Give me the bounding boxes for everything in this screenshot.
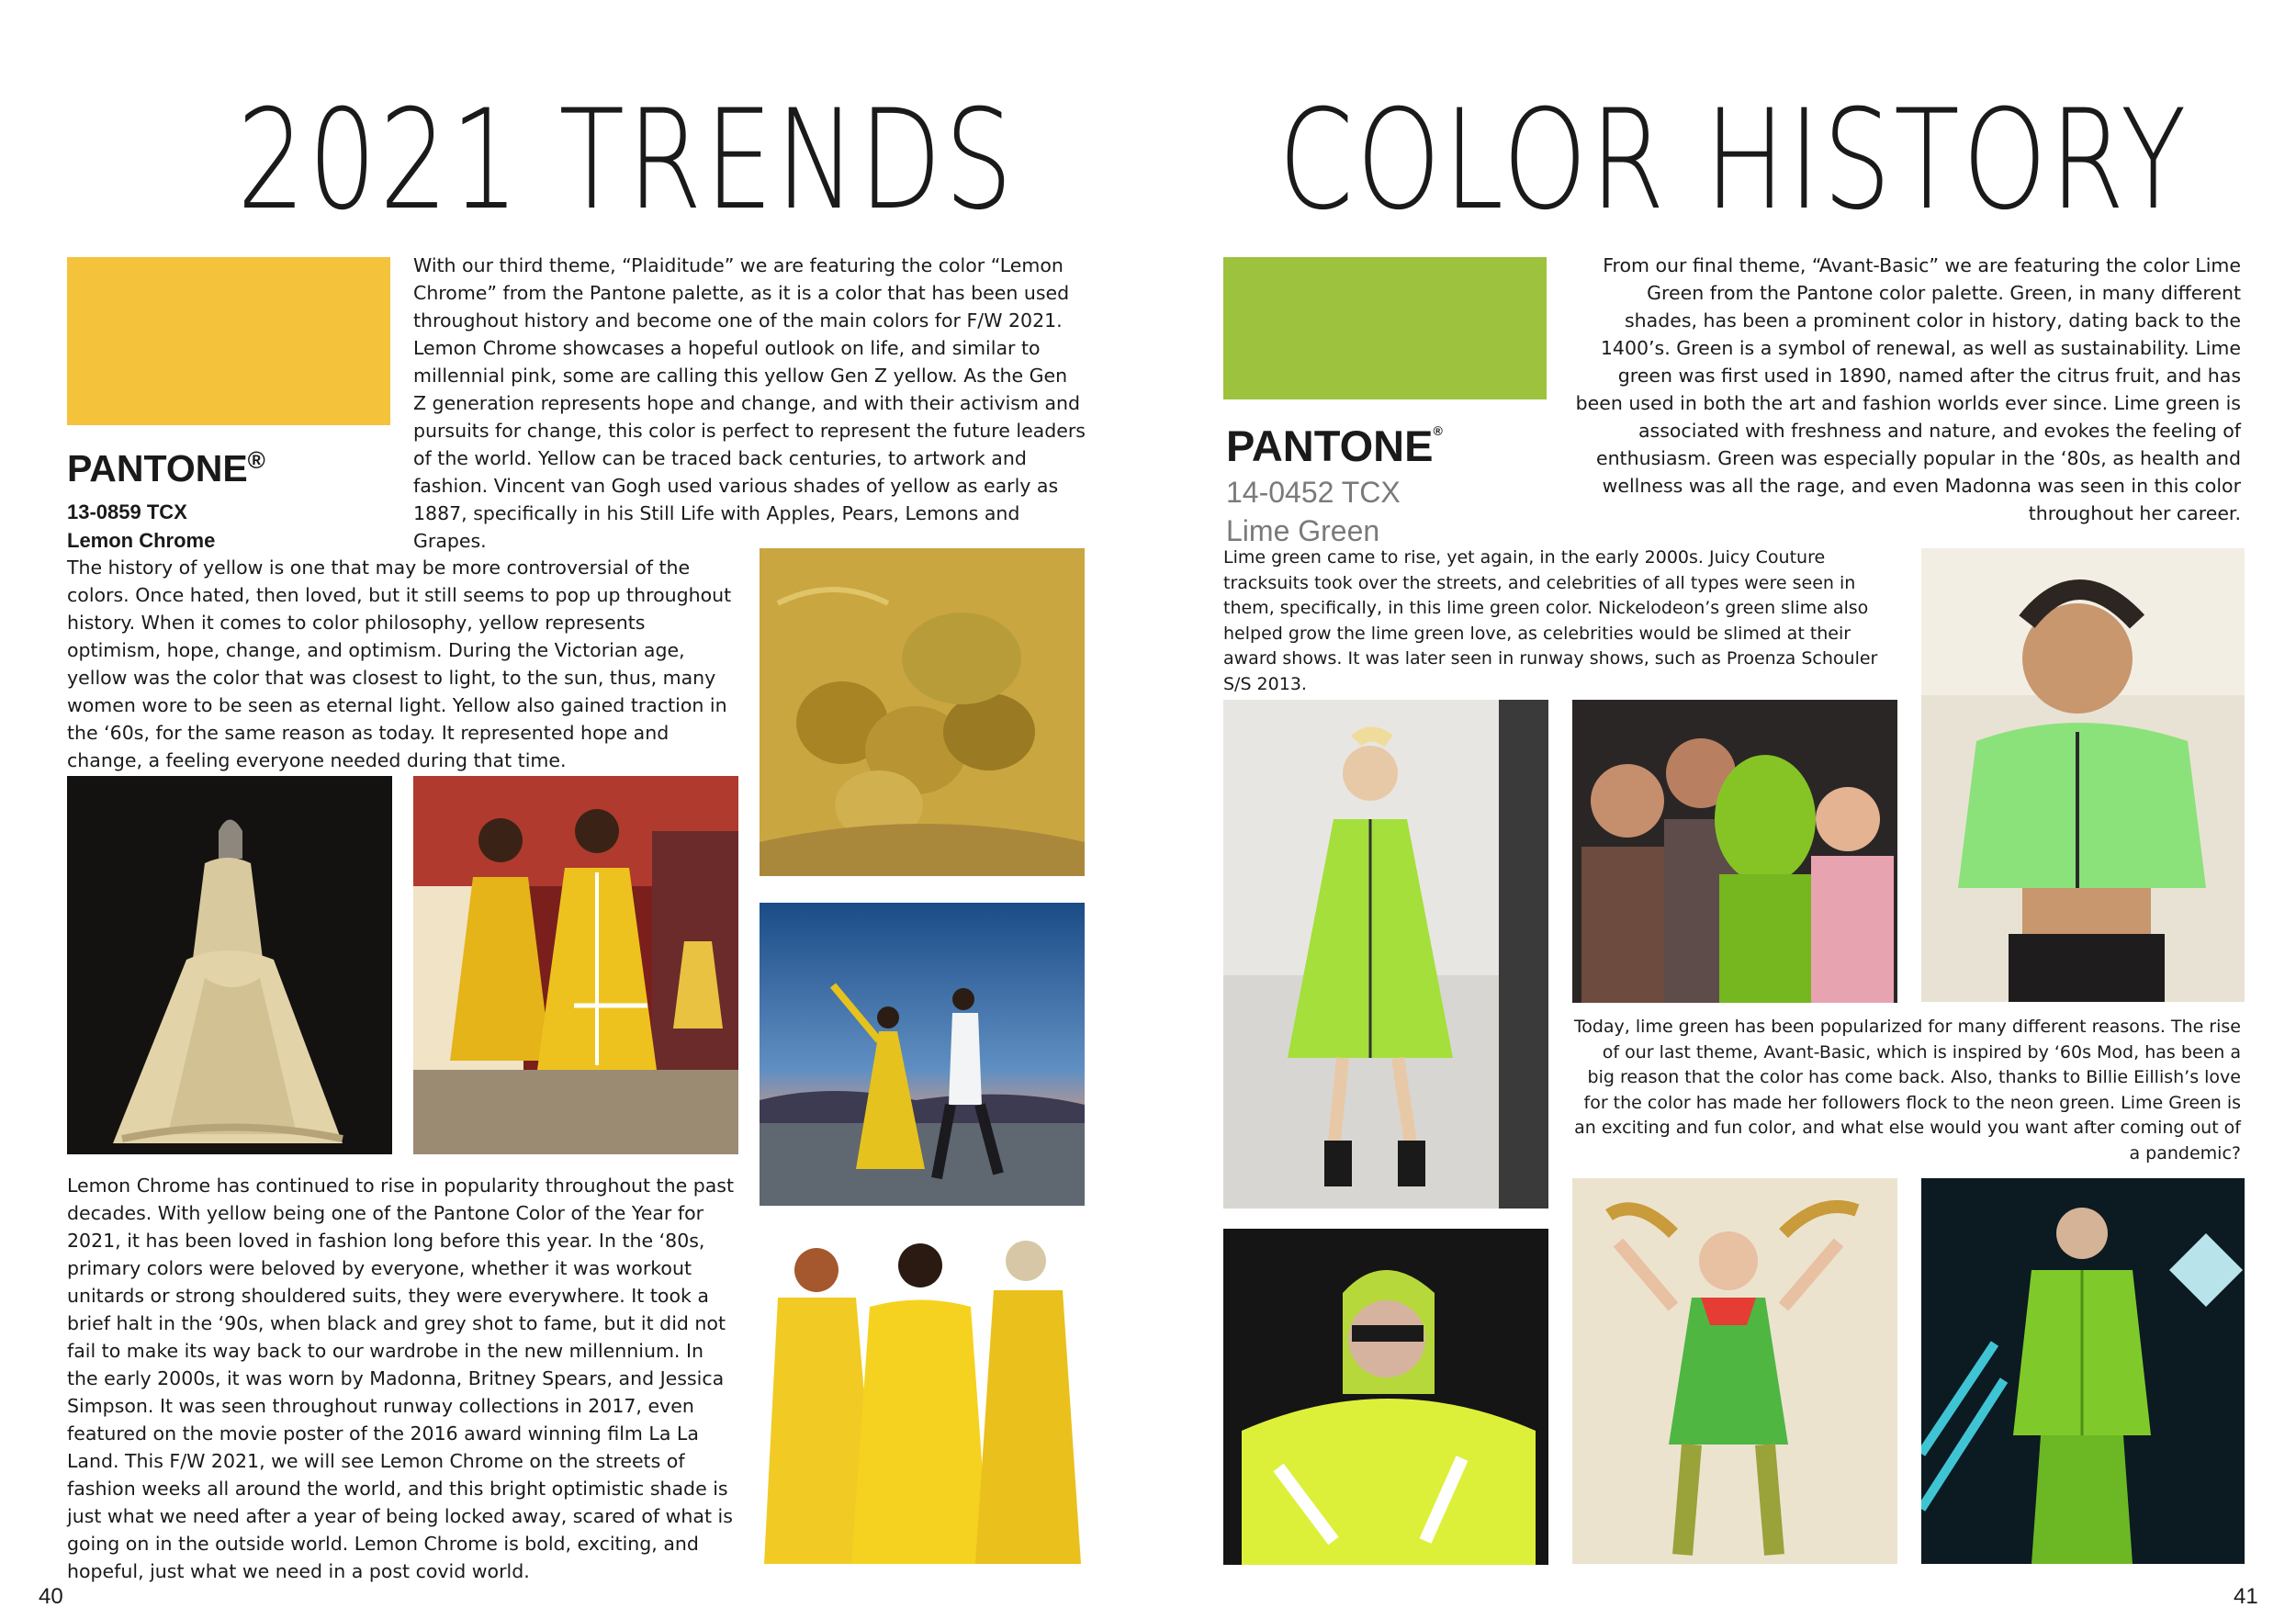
sixties-mod-green-dress-photo [1572, 1178, 1897, 1564]
registered-mark: ® [1433, 423, 1443, 438]
van-gogh-still-life-painting [760, 548, 1085, 876]
pantone-brand: PANTONE [67, 447, 248, 489]
pantone-code: 13-0859 TCX [67, 500, 187, 523]
pantone-color-name: Lime Green [1226, 514, 1380, 548]
nickelodeon-slime-photo [1572, 700, 1897, 1003]
right-page-number: 41 [2234, 1584, 2258, 1609]
pantone-brand: PANTONE [1226, 422, 1434, 470]
green-runway-suit-photo [1921, 1178, 2245, 1564]
right-page-title: COLOR HISTORY [1278, 81, 2189, 241]
lemon-chrome-pantone-label [67, 448, 379, 554]
madonna-lime-green-photo [1921, 548, 2245, 1002]
la-la-land-poster-photo [760, 903, 1085, 1206]
pantone-code: 14-0452 TCX [1226, 476, 1401, 509]
lime-green-pantone-label [1226, 424, 1538, 549]
proenza-schouler-runway-photo [1223, 700, 1548, 1209]
pantone-color-name: Lemon Chrome [67, 529, 216, 553]
billie-eilish-lime-green-photo [1223, 1229, 1548, 1565]
yellow-runway-collection-photo [760, 1233, 1085, 1564]
lemon-chrome-popularity-text: Lemon Chrome has continued to rise in popularity throughout the past decades. With yellow being one of the Pantone Color of the Year for 2021, it has been loved in fashion long before this year. In the ‘80s, primary colors were beloved by everyone, whether it was workout unitards or strong shouldered suits, they were everywhere. It took a brief halt in the ‘90s, when black and grey shot to fame, but it did not fail to make its way back to our wardrobe in the new millennium. In the early 2000s, it was worn by Madonna, Britney Spears, and Jessica Simpson. It was seen throughout runway collections in 2017, even featured on the movie poster of the 2016 award winning film La La Land. This F/W 2021, we will see Lemon Chrome on the streets of fashion weeks all around the world, and this bright optimistic shade is just what we need after a year of being locked away, scared of what is going on in the outside world. Lemon Chrome is bold, exciting, and hopeful, just what we need in a post covid world. [67, 1175, 734, 1582]
left-page-title: 2021 TRENDS [237, 81, 1016, 241]
left-page-number: 40 [39, 1584, 63, 1609]
lime-green-intro: From our final theme, “Avant-Basic” we are featuring the color Lime Green from the Pantone color palette. Green, in many different shades, has been a prominent color in history, dating back to the 1400’s. Green is a symbol of renewal, as well as sustainability. Lime green was first used in 1890, named after the citrus fruit, and has been used in both the art and fashion worlds ever since. Lime green is associated with freshness and nature, and evokes the feeling of enthusiasm. Green was especially popular in the ‘80s, as health and wellness was all the rage, and even Madonna was seen in this color throughout her career. [1575, 254, 2241, 524]
victorian-yellow-gown-photo [67, 776, 392, 1154]
lemon-chrome-intro: With our third theme, “Plaiditude” we are featuring the color “Lemon Chrome” from the Pantone palette, as it is a color that has been used throughout history and become one of the main colors for F/W 2021. Lemon Chrome showcases a hopeful outlook on life, and similar to millennial pink, some are calling this yellow Gen Z yellow. As the Gen Z generation represents hope and change, and with their activism and pursuits for change, this color is perfect to represent the future leaders of the world. Yellow can be traced back centuries, to artwork and fashion. Vincent van Gogh used various shades of yellow as early as 1887, specifically in his Still Life with Apples, Pears, Lemons and Grapes. [413, 254, 1086, 552]
lime-green-rise-text: Lime green came to rise, yet again, in the early 2000s. Juicy Couture tracksuits took over the streets, and celebrities of all types were seen in them, specifically, in this lime green color. Nickelodeon’s green slime also helped grow the lime green love, as celebrities would be slimed at their award shows. It was later seen in runway shows, such as Proenza Schouler S/S 2013. [1223, 547, 1878, 694]
yellow-history-text: The history of yellow is one that may be more controversial of the colors. Once hated, then loved, but it still seems to pop up throughout history. When it comes to color philosophy, yellow represents optimism, hope, change, and optimism. During the Victorian age, yellow was the color that was closest to light, to the sun, thus, many women wore to be seen as eternal light. Yellow also gained traction in the ‘60s, for the same reason as today. It represented hope and change, a feeling everyone needed during that time. [67, 557, 732, 771]
lemon-chrome-swatch [67, 257, 390, 425]
sixties-yellow-dresses-photo [413, 776, 738, 1154]
registered-mark: ® [247, 446, 265, 474]
lime-green-swatch [1223, 257, 1547, 399]
lime-green-today-text: Today, lime green has been popularized for many different reasons. The rise of our last theme, Avant-Basic, which is inspired by ‘60s Mod, has been a big reason that the color has come back. Also, thanks to Billie Eillish’s love for the color has made her followers flock to the neon green. Lime Green is an exciting and fun color, and what else would you want after coming out of a pandemic? [1573, 1017, 2241, 1164]
